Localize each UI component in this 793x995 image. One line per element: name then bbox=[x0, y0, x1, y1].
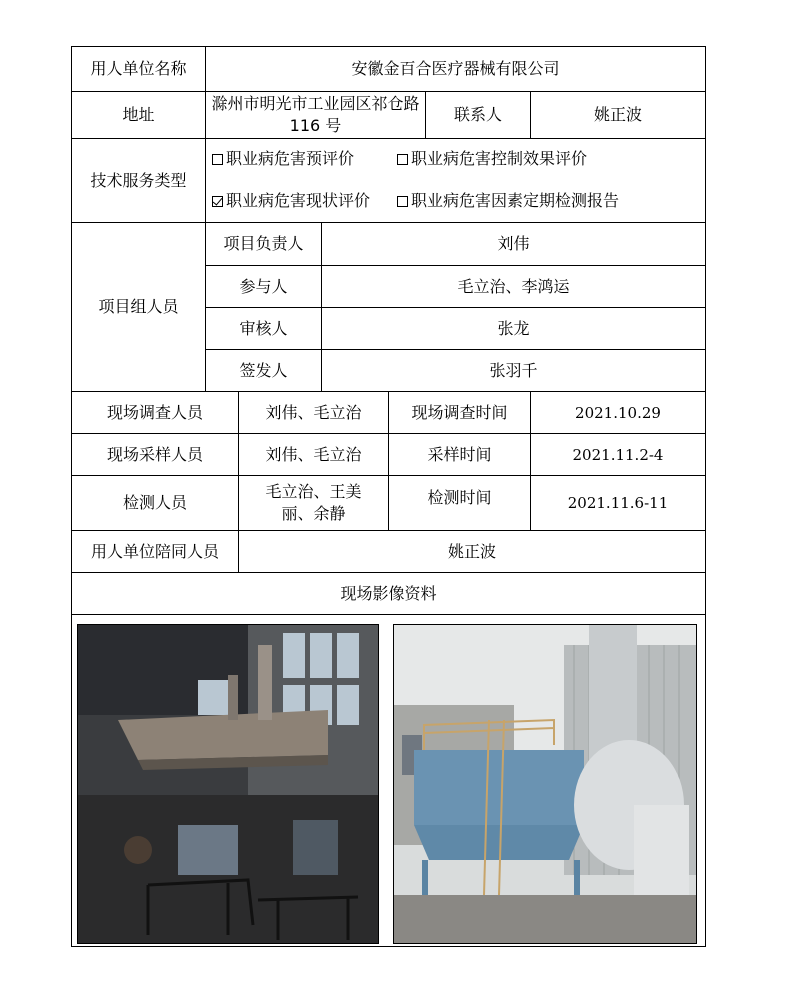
team-role: 签发人 bbox=[239, 360, 288, 380]
team-role: 参与人 bbox=[239, 276, 288, 296]
employer-label: 用人单位名称 bbox=[90, 59, 187, 78]
team-role: 审核人 bbox=[239, 318, 288, 338]
team-member: 张龙 bbox=[497, 318, 530, 338]
workshop-interior-photo bbox=[77, 624, 379, 944]
team-role: 项目负责人 bbox=[223, 234, 304, 253]
checkbox-icon bbox=[212, 154, 223, 165]
checked-checkbox-icon bbox=[212, 196, 223, 207]
survey-staff-label: 现场调查人员 bbox=[106, 402, 203, 422]
testing-time-value: 2021.11.6-11 bbox=[567, 494, 669, 512]
survey-staff-value: 刘伟、毛立治 bbox=[265, 402, 362, 422]
testing-staff-value: 毛立治、王美丽、余静 bbox=[265, 482, 362, 523]
site-images-label: 现场影像资料 bbox=[340, 583, 437, 603]
survey-time-label: 现场调查时间 bbox=[411, 402, 508, 422]
team-member: 刘伟 bbox=[497, 234, 530, 253]
sampling-staff-label: 现场采样人员 bbox=[106, 444, 203, 464]
service-type-label: 技术服务类型 bbox=[90, 170, 187, 190]
employer-value: 安徽金百合医疗器械有限公司 bbox=[351, 59, 560, 78]
sampling-time-label: 采样时间 bbox=[427, 444, 492, 464]
team-label: 项目组人员 bbox=[98, 297, 179, 316]
testing-staff-label: 检测人员 bbox=[122, 493, 187, 512]
sampling-time-value: 2021.11.2-4 bbox=[572, 445, 664, 464]
escort-label: 用人单位陪同人员 bbox=[90, 541, 219, 561]
contact-label: 联系人 bbox=[453, 105, 502, 124]
service-option-pre-assessment[interactable]: 职业病危害预评价 bbox=[212, 148, 354, 170]
checkbox-icon bbox=[397, 154, 408, 165]
checkbox-icon bbox=[397, 196, 408, 207]
survey-time-value: 2021.10.29 bbox=[575, 403, 661, 422]
contact-value: 姚正波 bbox=[593, 105, 642, 124]
service-option-control-effect[interactable]: 职业病危害控制效果评价 bbox=[397, 148, 587, 170]
testing-time-label: 检测时间 bbox=[427, 488, 492, 507]
address-label: 地址 bbox=[122, 105, 155, 124]
sampling-staff-value: 刘伟、毛立治 bbox=[265, 444, 362, 464]
address-value: 滁州市明光市工业园区祁仓路 116 号 bbox=[211, 94, 420, 135]
service-option-status-assessment[interactable]: 职业病危害现状评价 bbox=[212, 190, 370, 212]
service-option-periodic-testing[interactable]: 职业病危害因素定期检测报告 bbox=[397, 190, 619, 212]
escort-value: 姚正波 bbox=[447, 541, 496, 561]
team-member: 张羽千 bbox=[489, 360, 538, 380]
team-member: 毛立治、李鸿运 bbox=[457, 276, 570, 296]
dust-collector-photo bbox=[393, 624, 697, 944]
